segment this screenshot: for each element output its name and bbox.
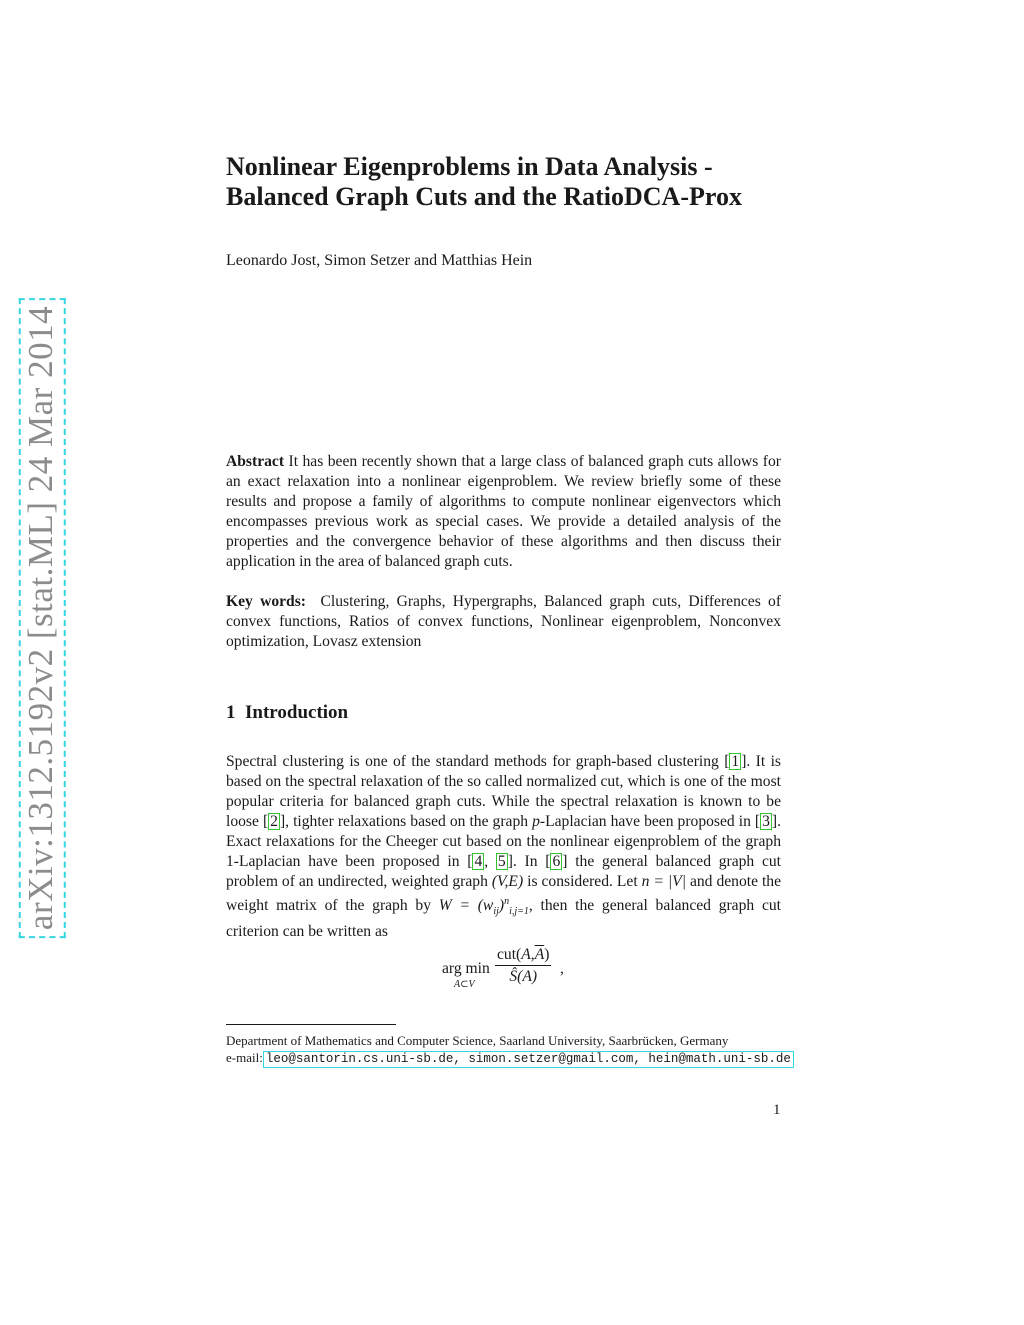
math-w-subscript-range: i,j=1 (509, 906, 529, 918)
eq-num-cut: cut( (497, 946, 522, 963)
section-heading-introduction (226, 702, 348, 724)
equation-argmin: arg min (442, 960, 490, 977)
equation-trailing-comma: , (560, 960, 564, 977)
citation-separator: , (484, 853, 496, 870)
equation-numerator (495, 946, 551, 966)
math-p: p (532, 813, 540, 830)
math-w-superscript: n (504, 896, 510, 907)
abstract-text: It has been recently shown that a large class of balanced graph cuts allows for an exact relaxation into a nonlinear eigenproblem. We review briefly some of these results and propose a family of algorithms to compute nonlinear eigenvectors which encompasses previous work as special cases. We provide a detailed analysis of the properties and the convergence behavior of these algorithms and then discuss their application in the area of balanced graph cuts. (226, 453, 781, 570)
keywords-text: Clustering, Graphs, Hypergraphs, Balanced graph cuts, Differences of convex functions, Ratios of convex functions, Nonlinear eigenproblem, Nonconvex optimization, Lovasz extension (226, 593, 782, 650)
keywords-label: Key words: (226, 593, 306, 610)
intro-text: ], tighter relaxations based on the graph (279, 813, 533, 830)
intro-text: and denote the weight matrix of the graph by (226, 873, 782, 915)
intro-text: ]. In [ (507, 853, 551, 870)
equation-fraction (495, 946, 551, 986)
eq-num-close: ) (544, 946, 550, 963)
keywords (226, 592, 781, 652)
footnote-affiliation: Department of Mathematics and Computer Science, Saarland University, Saarbrücken, Germany (226, 1033, 729, 1048)
citation-link-4[interactable]: 4 (474, 853, 483, 870)
section-title: Introduction (245, 702, 349, 723)
footnote-divider (226, 1024, 396, 1025)
intro-text: , then the general balanced graph cut criterion can be written as (226, 897, 781, 941)
math-W: W = (w (438, 897, 494, 915)
citation-link-1[interactable]: 1 (731, 753, 740, 770)
citation-link-3[interactable]: 3 (762, 813, 770, 830)
math-n-definition: n = |V| (641, 873, 686, 890)
intro-text: ]. It is based on the spectral relaxation of the so called normalized cut, which is one of the most popular criteria for balanced graph cuts. While the spectral relaxation is known to be loose [ (226, 753, 781, 830)
introduction-paragraph (226, 752, 781, 942)
citation-link-5[interactable]: 5 (497, 853, 506, 870)
intro-text: Spectral clustering is one of the standard methods for graph-based clustering [ (226, 753, 730, 770)
email-label: e-mail: (226, 1050, 263, 1065)
equation-argmin-subscript: A⊂V (454, 979, 475, 990)
intro-text: ] the general balanced graph cut problem of an undirected, weighted graph (226, 853, 782, 890)
math-w-close: ) (498, 897, 505, 915)
math-weight-matrix (438, 896, 529, 918)
intro-text: is considered. Let (523, 873, 642, 890)
section-number: 1 (226, 702, 236, 723)
citation-link-2[interactable]: 2 (270, 813, 278, 830)
abstract (226, 452, 781, 572)
equation-denominator: Ŝ(A) (509, 968, 538, 985)
email-links[interactable]: leo@santorin.cs.uni-sb.de, simon.setzer@gmail.com, hein@math.uni-sb.de (263, 1051, 794, 1068)
intro-text: -Laplacian have been proposed in [ (539, 813, 761, 830)
footnote-email-line (226, 1049, 794, 1068)
title-line-1: Nonlinear Eigenproblems in Data Analysis - (226, 152, 713, 181)
intro-text: ]. Exact relaxations for the Cheeger cut based on the nonlinear eigenproblem of the graph 1-Laplacian have been proposed in [ (226, 813, 781, 870)
paper-title (226, 152, 826, 212)
math-graph-ve: (V,E) (491, 873, 524, 890)
footnote (226, 1032, 794, 1068)
page-number: 1 (773, 1102, 781, 1118)
title-line-2: Balanced Graph Cuts and the RatioDCA-Prox (226, 182, 742, 211)
eq-num-A: A (521, 946, 531, 963)
eq-num-comma: , (530, 946, 535, 963)
abstract-label: Abstract (226, 453, 285, 470)
eq-num-A-complement: $\overline{A}$ (534, 946, 545, 963)
math-w-subscript: ij (493, 906, 499, 918)
arxiv-identifier-stamp[interactable]: arXiv:1312.5192v2 [stat.ML] 24 Mar 2014 (19, 298, 66, 938)
citation-link-6[interactable]: 6 (552, 853, 561, 870)
authors: Leonardo Jost, Simon Setzer and Matthias Hein (226, 252, 533, 269)
